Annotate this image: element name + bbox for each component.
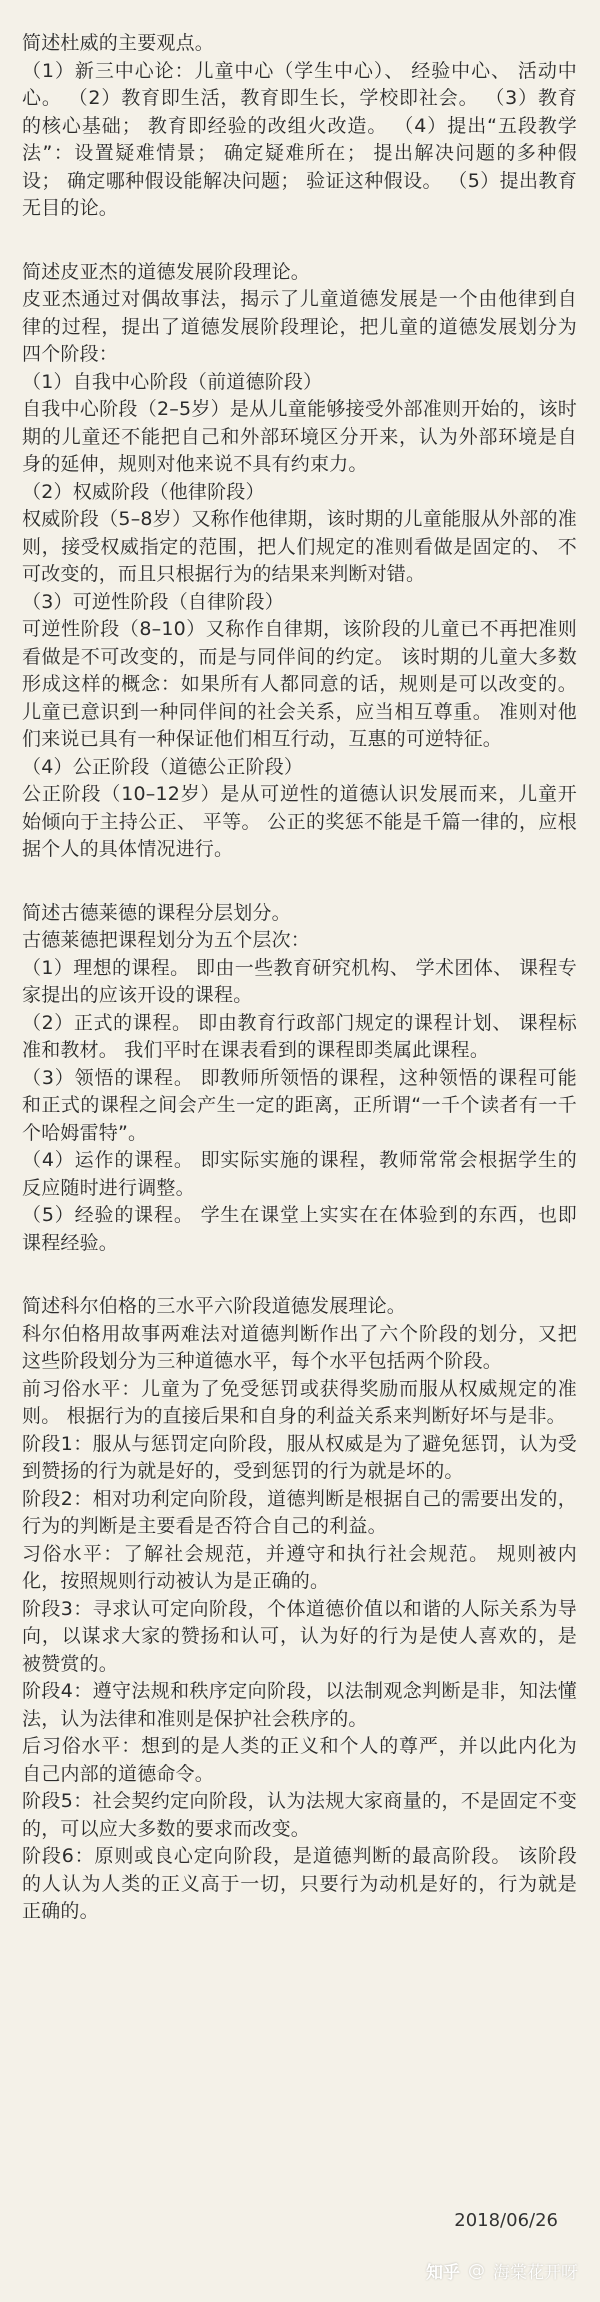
section-paragraph: （2）正式的课程。 即由教育行政部门规定的课程计划、 课程标准和教材。 我们平时在课表看到的课程即类属此课程。: [22, 1011, 577, 1061]
section-paragraph: 阶段3：寻求认可定向阶段，个体道德价值以和谐的人际关系为导向，以谋求大家的赞扬和认可，认为好的行为是使人喜欢的，是被赞赏的。: [22, 1597, 577, 1675]
section-paragraph: 可逆性阶段（8–10）又称作自律期，该阶段的儿童已不再把准则看做是不可改变的，而是与同伴间的约定。 该时期的儿童大多数形成这样的概念：如果所有人都同意的话，规则是可以改变的。 儿童已意识到一种同伴间的社会关系，应当相互尊重。 准则对他们来说已具有一种保证他们相互行动，互惠的可逆特征。: [22, 618, 577, 750]
section-paragraph: （4）运作的课程。 即实际实施的课程，教师常常会根据学生的反应随时进行调整。: [22, 1149, 577, 1199]
section-paragraph: 前习俗水平：儿童为了免受惩罚或获得奖励而服从权威规定的准则。 根据行为的直接后果和自身的利益关系来判断好坏与是非。: [22, 1377, 577, 1427]
section-paragraph: 阶段1：服从与惩罚定向阶段，服从权威是为了避免惩罚，认为受到赞扬的行为就是好的，受到惩罚的行为就是坏的。: [22, 1432, 577, 1482]
watermark-at-sign: @: [468, 2260, 485, 2281]
section-paragraph: （2）权威阶段（他律阶段）: [22, 480, 265, 503]
note-content: [22, 30, 577, 1962]
section-paragraph: 阶段2：相对功利定向阶段，道德判断是根据自己的需要出发的，行为的判断是主要看是否符合自己的利益。: [22, 1487, 577, 1537]
section-2: [22, 259, 577, 864]
section-4: [22, 1293, 577, 1926]
section-paragraph: （3）领悟的课程。 即教师所领悟的课程，这种领悟的课程可能和正式的课程之间会产生一定的距离，正所谓“一千个读者有一千个哈姆雷特”。: [22, 1066, 577, 1144]
section-paragraph: 后习俗水平：想到的是人类的正义和个人的尊严，并以此内化为自己内部的道德命令。: [22, 1735, 577, 1785]
section-paragraph: （4）公正阶段（道德公正阶段）: [22, 755, 304, 778]
section-paragraph: 古德莱德把课程划分为五个层次：: [22, 929, 311, 951]
section-paragraph: 阶段5：社会契约定向阶段，认为法规大家商量的，不是固定不变的，可以应大多数的要求而改变。: [22, 1790, 577, 1840]
section-title: 简述古德莱德的课程分层划分。: [22, 901, 291, 924]
section-paragraph: （1）理想的课程。 即由一些教育研究机构、 学术团体、 课程专家提出的应该开设的课程。: [22, 956, 577, 1006]
section-paragraph: 阶段4：遵守法规和秩序定向阶段，以法制观念判断是非，知法懂法，认为法律和准则是保护社会秩序的。: [22, 1680, 577, 1730]
section-paragraph: 阶段6：原则或良心定向阶段，是道德判断的最高阶段。 该阶段的人认为人类的正义高于一切，只要行为动机是好的，行为就是正确的。: [22, 1845, 577, 1922]
section-paragraph: 自我中心阶段（2–5岁）是从儿童能够接受外部准则开始的，该时期的儿童还不能把自己和外部环境区分开来，认为外部环境是自身的延伸，规则对他来说不具有约束力。: [22, 398, 577, 475]
zhihu-logo-text: 知乎: [426, 2263, 460, 2283]
section-paragraph: 习俗水平：了解社会规范，并遵守和执行社会规范。 规则被内化，按照规则行动被认为是正确的。: [22, 1542, 577, 1592]
zhihu-watermark: [426, 2258, 578, 2283]
note-date: 2018/06/26: [454, 2210, 558, 2231]
section-paragraph: 皮亚杰通过对偶故事法，揭示了儿童道德发展是一个由他律到自律的过程，提出了道德发展阶段理论，把儿童的道德发展划分为四个阶段：: [22, 288, 577, 365]
section-paragraph: （5）经验的课程。 学生在课堂上实实在在体验到的东西，也即课程经验。: [22, 1204, 577, 1254]
section-paragraph: （1）新三中心论：儿童中心（学生中心）、 经验中心、 活动中心。 （2）教育即生活，教育即生长，学校即社会。 （3）教育的核心基础； 教育即经验的改组火改造。 （4）提出“五段教学法”：设置疑难情景； 确定疑难所在； 提出解决问题的多种假设； 确定哪种假设能解决问题； 验证这种假设。 （5）提出教育无目的论。: [22, 59, 577, 219]
section-title: 简述皮亚杰的道德发展阶段理论。: [22, 260, 311, 283]
section-paragraph: （1）自我中心阶段（前道德阶段）: [22, 370, 323, 393]
section-paragraph: 科尔伯格用故事两难法对道德判断作出了六个阶段的划分，又把这些阶段划分为三种道德水平，每个水平包括两个阶段。: [22, 1322, 577, 1372]
watermark-username: 海棠花开呀: [493, 2263, 578, 2283]
section-title: 简述科尔伯格的三水平六阶段道德发展理论。: [22, 1295, 407, 1317]
section-title: 简述杜威的主要观点。: [22, 32, 215, 54]
section-paragraph: 权威阶段（5–8岁）又称作他律期，该时期的儿童能服从外部的准则，接受权威指定的范围，把人们规定的准则看做是固定的、 不可改变的，而且只根据行为的结果来判断对错。: [22, 508, 577, 585]
section-1: [22, 30, 577, 223]
section-paragraph: 公正阶段（10–12岁）是从可逆性的道德认识发展而来，儿童开始倾向于主持公正、 平等。 公正的奖惩不能是千篇一律的，应根据个人的具体情况进行。: [22, 783, 577, 860]
section-paragraph: （3）可逆性阶段（自律阶段）: [22, 590, 284, 613]
section-3: [22, 900, 577, 1258]
